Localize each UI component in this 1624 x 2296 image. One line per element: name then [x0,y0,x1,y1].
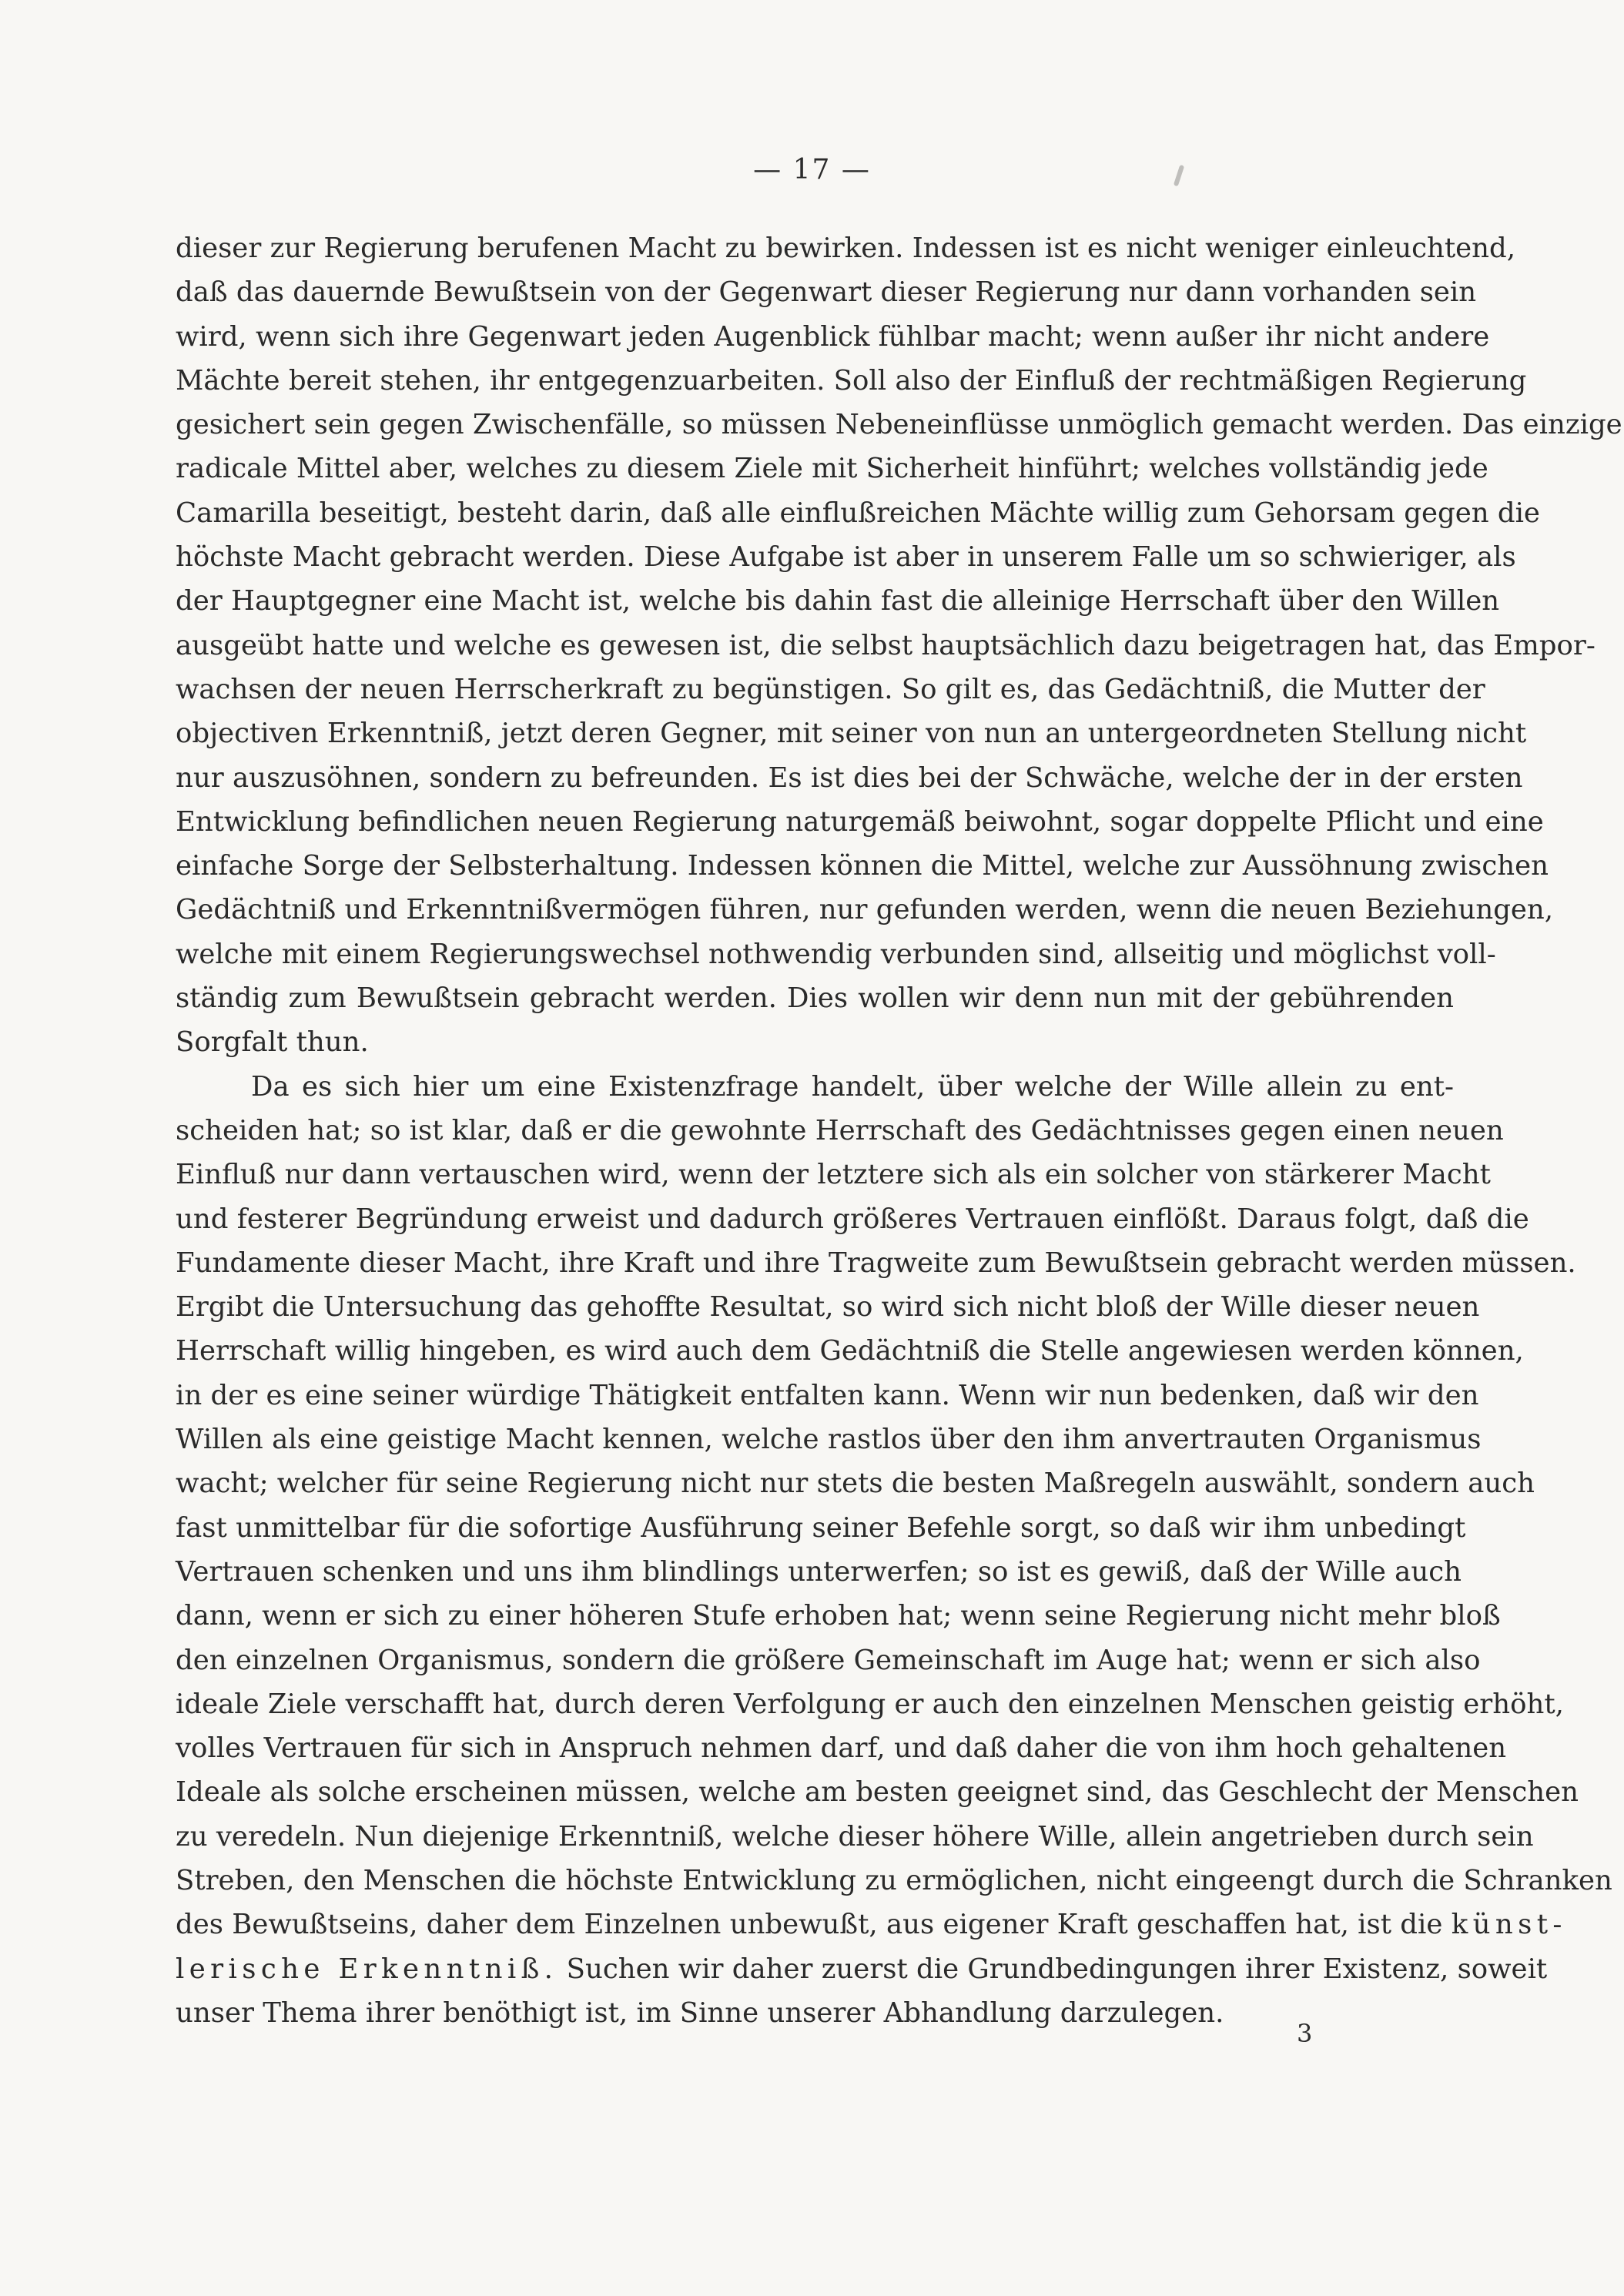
text-line: einfache Sorge der Selbsterhaltung. Indessen können die Mittel, welche zur Aussöhnung zwischen [176,850,1549,882]
text-line: in der es eine seiner würdige Thätigkeit entfalten kann. Wenn wir nun bedenken, daß wir den [176,1379,1479,1411]
text-line: scheiden hat; so ist klar, daß er die gewohnte Herrschaft des Gedächtnisses gegen einen neuen [176,1114,1504,1146]
text-line: Vertrauen schenken und uns ihm blindlings unterwerfen; so ist es gewiß, daß der Wille auch [176,1555,1462,1588]
text-line: Willen als eine geistige Macht kennen, welche rastlos über den ihm anvertrauten Organismus [176,1424,1482,1456]
text-line [176,1903,1567,1946]
text-line: unser Thema ihrer benöthigt ist, im Sinne unserer Abhandlung darzulegen. [176,1996,1224,2029]
text-line: Mächte bereit stehen, ihr entgegenzuarbeiten. Soll also der Einfluß der rechtmäßigen Regierung [176,364,1527,397]
text-line: und festerer Begründung erweist und dadurch größeres Vertrauen einflößt. Daraus folgt, daß die [176,1203,1529,1235]
text-line: wachsen der neuen Herrscherkraft zu begünstigen. So gilt es, das Gedächtniß, die Mutter der [176,673,1485,705]
text-line: Streben, den Menschen die höchste Entwicklung zu ermöglichen, nicht eingeengt durch die Schranken [176,1864,1612,1896]
text-line-part: des Bewußtseins, daher dem Einzelnen unbewußt, aus eigener Kraft geschaffen hat, ist die [176,1909,1443,1941]
text-line: gesichert sein gegen Zwischenfälle, so müssen Nebeneinflüsse unmöglich gemacht werden. Das einzige [176,409,1622,441]
text-line: ideale Ziele verschafft hat, durch deren Verfolgung er auch den einzelnen Menschen geistig erhöht, [176,1688,1564,1720]
text-line: dieser zur Regierung berufenen Macht zu bewirken. Indessen ist es nicht weniger einleuchtend, [176,233,1516,264]
text-line: Einfluß nur dann vertauschen wird, wenn der letztere sich als ein solcher von stärkerer Macht [176,1159,1491,1191]
emphasized-text: künst- [1451,1909,1567,1941]
text-line: der Hauptgegner eine Macht ist, welche bis dahin fast die alleinige Herrschaft über den Willen [176,585,1500,618]
text-line: wird, wenn sich ihre Gegenwart jeden Augenblick fühlbar macht; wenn außer ihr nicht andere [176,320,1490,353]
text-line [176,1947,1548,1991]
text-line: welche mit einem Regierungswechsel nothwendig verbunden sind, allseitig und möglichst voll- [176,938,1496,970]
text-line: dann, wenn er sich zu einer höheren Stufe erhoben hat; wenn seine Regierung nicht mehr bloß [176,1600,1501,1632]
text-line: daß das dauernde Bewußtsein von der Gegenwart dieser Regierung nur dann vorhanden sein [176,276,1477,309]
text-line: ausgeübt hatte und welche es gewesen ist, die selbst hauptsächlich dazu beigetragen hat, das Empor- [176,629,1596,661]
text-line: den einzelnen Organismus, sondern die größere Gemeinschaft im Auge hat; wenn er sich also [176,1644,1481,1676]
text-line: volles Vertrauen für sich in Anspruch nehmen darf, und daß daher die von ihm hoch gehaltenen [176,1732,1507,1765]
text-line: Fundamente dieser Macht, ihre Kraft und ihre Tragweite zum Bewußtsein gebracht werden müssen. [176,1247,1576,1279]
text-line: Sorgfalt thun. [176,1026,369,1059]
text-line-part: Suchen wir daher zuerst die Grundbedingungen ihrer Existenz, soweit [558,1953,1548,1985]
text-line: höchste Macht gebracht werden. Diese Aufgabe ist aber in unserem Falle um so schwieriger, als [176,541,1516,574]
text-line: Camarilla beseitigt, besteht darin, daß alle einflußreichen Mächte willig zum Gehorsam gegen die [176,497,1540,529]
text-line: ständig zum Bewußtsein gebracht werden. Dies wollen wir denn nun mit der gebührenden [176,982,1454,1015]
text-line: radicale Mittel aber, welches zu diesem Ziele mit Sicherheit hinführt; welches vollständig jede [176,453,1488,485]
body-text [176,226,1622,2035]
text-line: Gedächtniß und Erkenntnißvermögen führen, nur gefunden werden, wenn die neuen Beziehungen, [176,894,1554,926]
text-line: Ideale als solche erscheinen müssen, welche am besten geeignet sind, das Geschlecht der Menschen [176,1776,1579,1809]
page-number: — 17 — [753,154,871,186]
signature-mark: 3 [1297,2019,1313,2048]
text-line: fast unmittelbar für die sofortige Ausführung seiner Befehle sorgt, so daß wir ihm unbedingt [176,1511,1466,1544]
text-line: nur auszusöhnen, sondern zu befreunden. Es ist dies bei der Schwäche, welche der in der ersten [176,761,1523,794]
text-line: objectiven Erkenntniß, jetzt deren Gegner, mit seiner von nun an untergeordneten Stellung nicht [176,718,1527,750]
text-line: Ergibt die Untersuchung das gehoffte Resultat, so wird sich nicht bloß der Wille dieser neuen [176,1291,1480,1324]
emphasized-text: lerische Erkenntniß. [176,1953,558,1985]
text-line: Da es sich hier um eine Existenzfrage handelt, über welche der Wille allein zu ent- [251,1070,1454,1103]
text-line: Entwicklung befindlichen neuen Regierung naturgemäß beiwohnt, sogar doppelte Pflicht und eine [176,805,1544,838]
text-line: zu veredeln. Nun diejenige Erkenntniß, welche dieser höhere Wille, allein angetrieben durch sein [176,1820,1534,1853]
text-line: Herrschaft willig hingeben, es wird auch dem Gedächtniß die Stelle angewiesen werden können, [176,1335,1524,1367]
text-line: wacht; welcher für seine Regierung nicht nur stets die besten Maßregeln auswählt, sondern auch [176,1468,1535,1500]
